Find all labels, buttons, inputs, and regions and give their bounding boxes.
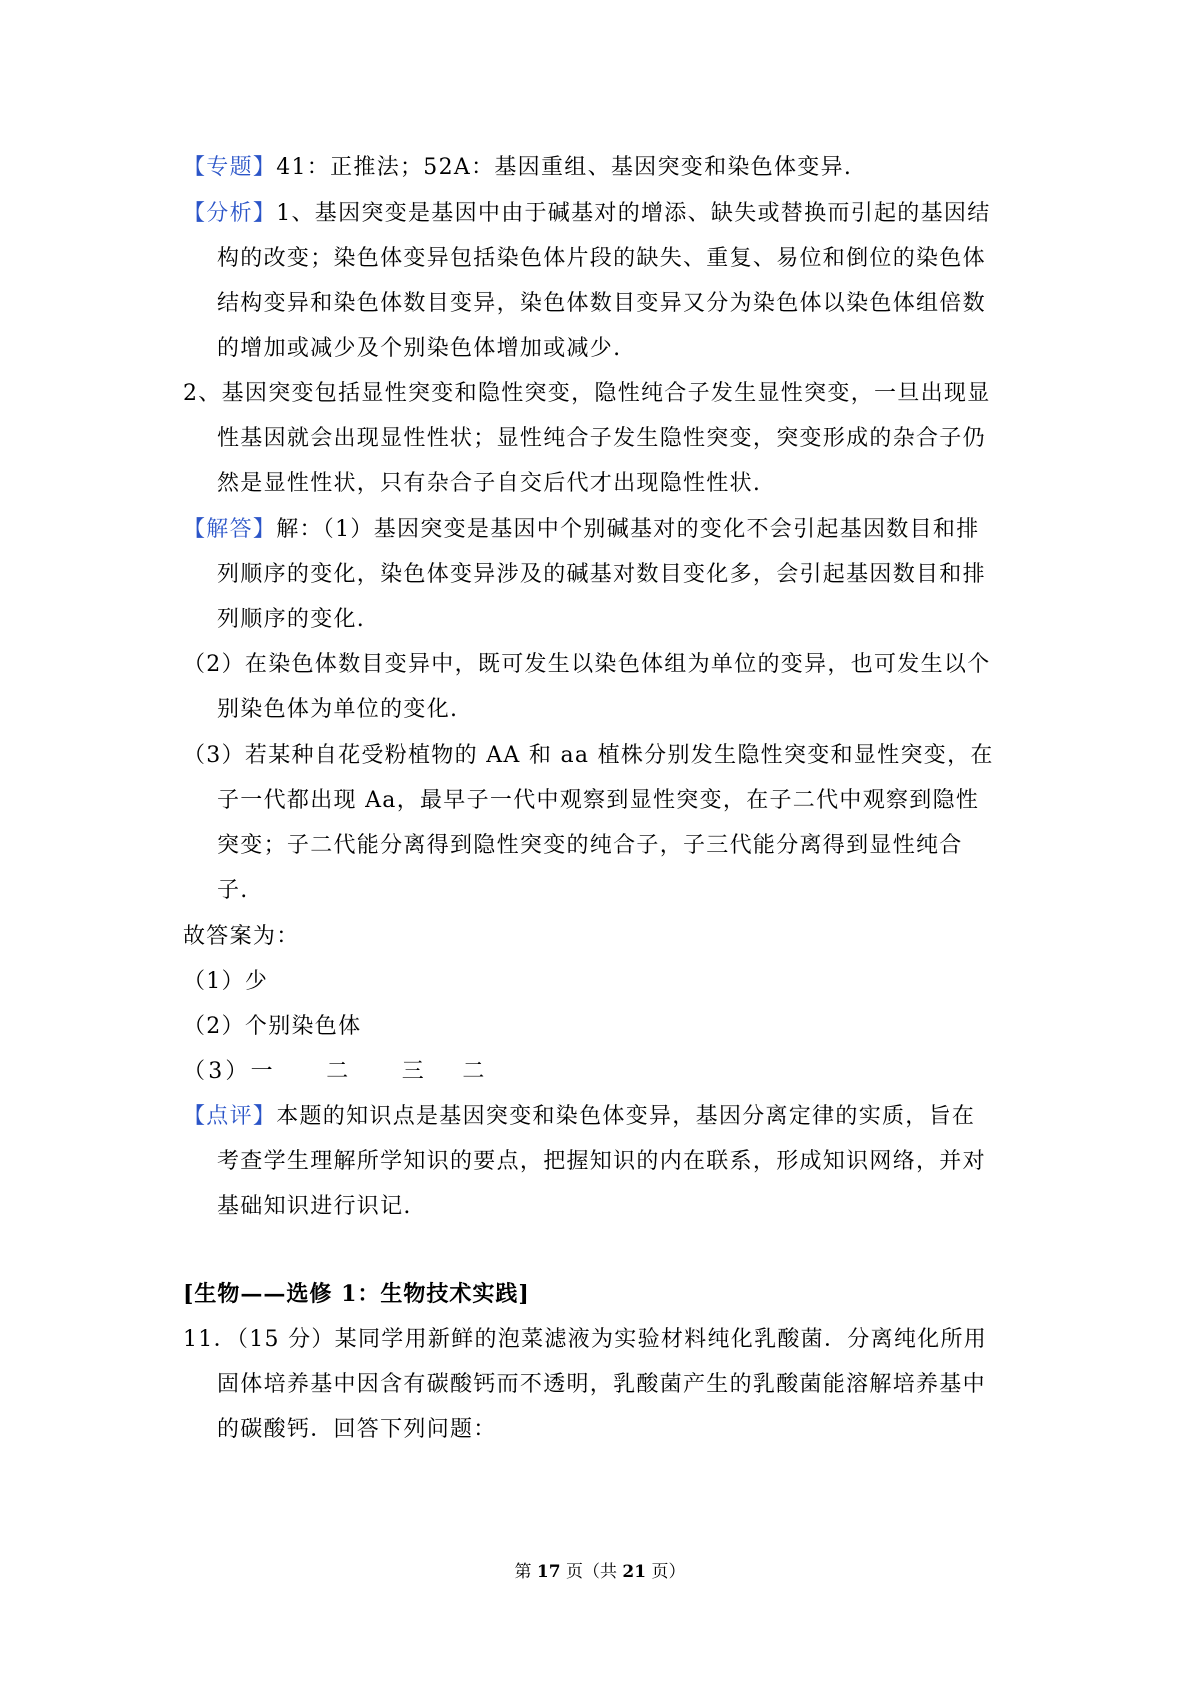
answer-part3-line-2: 子一代都出现 Aa，最早子一代中观察到显性突变，在子二代中观察到隐性 [217,788,980,813]
question-line-3: 的碳酸钙．回答下列问题： [217,1417,497,1442]
answer-text: 解：（1）基因突变是基因中个别碱基对的变化不会引起基因数目和排 [276,517,980,542]
topic-line [183,151,852,185]
analysis-point2-line-2: 性基因就会出现显性性状；显性纯合子发生隐性突变，突变形成的杂合子仍 [217,426,986,451]
analysis-point2-line-1: 2、基因突变包括显性突变和隐性突变，隐性纯合子发生显性突变，一旦出现显 [183,381,991,406]
analysis-line-4: 的增加或减少及个别染色体增加或减少. [217,336,622,361]
answer-result-3: （3）一 二 三 二 [183,1059,488,1084]
section-title: [生物——选修 1：生物技术实践] [183,1281,530,1307]
answer-line-1 [183,513,980,547]
answer-part1-line-3: 列顺序的变化. [217,607,366,632]
answer-part1-line-2: 列顺序的变化，染色体变异涉及的碱基对数目变化多，会引起基因数目和排 [217,562,986,587]
topic-text: 41：正推法；52A：基因重组、基因突变和染色体变异. [276,155,853,180]
comment-line-1 [183,1100,975,1134]
comment-tag: 【点评】 [183,1104,277,1129]
footer-middle: 页（共 [560,1562,623,1582]
analysis-tag: 【分析】 [183,201,277,226]
question-line-2: 固体培养基中因含有碳酸钙而不透明，乳酸菌产生的乳酸菌能溶解培养基中 [217,1372,986,1397]
answer-part3-line-4: 子. [217,878,249,903]
footer-prefix: 第 [514,1562,537,1582]
analysis-line-2: 构的改变；染色体变异包括染色体片段的缺失、重复、易位和倒位的染色体 [217,246,986,271]
answer-conclusion: 故答案为： [183,924,300,949]
analysis-line-1 [183,197,991,231]
comment-line-2: 考查学生理解所学知识的要点，把握知识的内在联系，形成知识网络，并对 [217,1149,986,1174]
footer-page-number: 17 [536,1562,561,1582]
answer-part3-line-3: 突变；子二代能分离得到隐性突变的纯合子，子三代能分离得到显性纯合 [217,833,963,858]
page-footer [0,1560,1200,1584]
answer-part2-line-2: 别染色体为单位的变化. [217,697,459,722]
answer-part3-line-1: （3）若某种自花受粉植物的 AA 和 aa 植株分别发生隐性突变和显性突变，在 [183,743,994,768]
answer-result-1: （1）少 [183,969,269,994]
analysis-point2-line-3: 然是显性性状，只有杂合子自交后代才出现隐性性状. [217,471,762,496]
answer-result-2: （2）个别染色体 [183,1014,362,1039]
question-line-1: 11．（15 分）某同学用新鲜的泡菜滤液为实验材料纯化乳酸菌．分离纯化所用 [183,1327,988,1352]
answer-tag: 【解答】 [183,517,277,542]
comment-line-3: 基础知识进行识记. [217,1194,412,1219]
topic-tag: 【专题】 [183,155,277,180]
analysis-line-3: 结构变异和染色体数目变异，染色体数目变异又分为染色体以染色体组倍数 [217,291,986,316]
footer-suffix: 页） [646,1562,686,1582]
comment-text: 本题的知识点是基因突变和染色体变异，基因分离定律的实质，旨在 [276,1104,976,1129]
analysis-text: 1、基因突变是基因中由于碱基对的增添、缺失或替换而引起的基因结 [276,201,991,226]
answer-part2-line-1: （2）在染色体数目变异中，既可发生以染色体组为单位的变异，也可发生以个 [183,652,991,677]
footer-total-pages: 21 [622,1562,647,1582]
